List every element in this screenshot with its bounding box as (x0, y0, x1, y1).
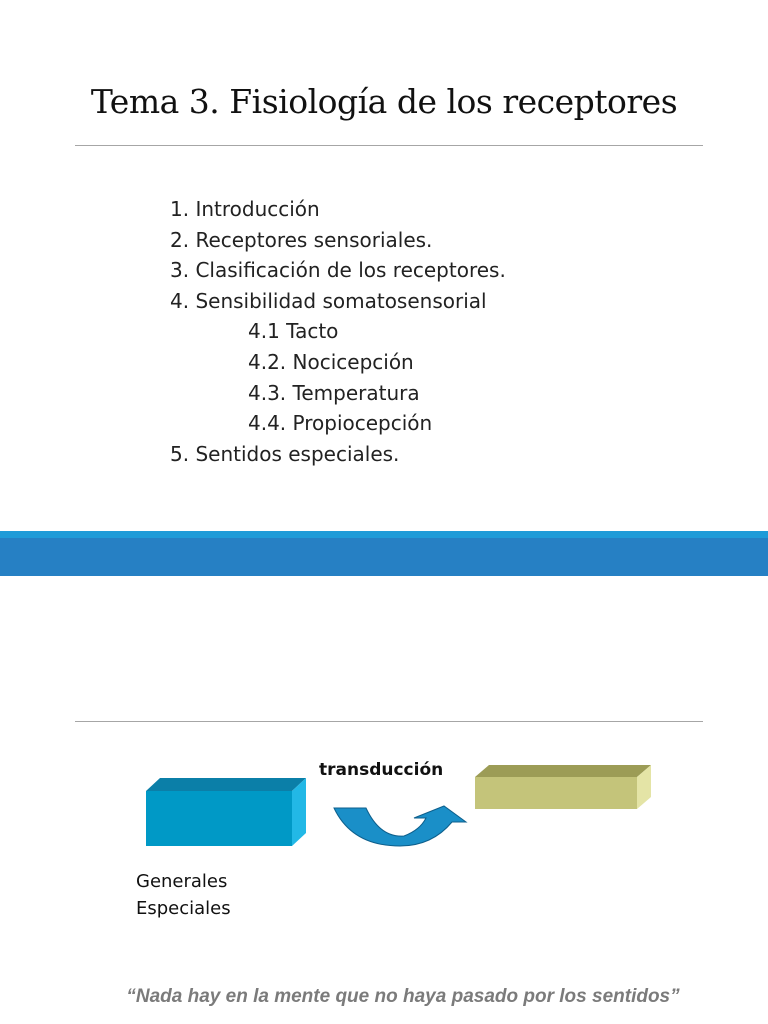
signal-box (475, 765, 651, 809)
transduction-label: transducción (319, 760, 444, 780)
receptor-types-list (136, 868, 231, 922)
outline-item: 4. Sensibilidad somatosensorial (170, 288, 487, 313)
quote: “Nada hay en la mente que no haya pasado por los sentidos” (126, 986, 680, 1007)
outline-subitem: 4.2. Nocicepción (248, 349, 414, 374)
receptor-type: Generales (136, 871, 228, 892)
outline-subitem: 4.4. Propiocepción (248, 411, 433, 436)
outline-item: 2. Receptores sensoriales. (170, 227, 433, 252)
outline-subitem: 4.1 Tacto (248, 319, 339, 344)
outline-item: 3. Clasificación de los receptores. (170, 258, 506, 283)
transduction-arrow-icon (334, 806, 466, 846)
outline-item: 5. Sentidos especiales. (170, 441, 400, 466)
slide-title: Tema 3. Fisiología de los receptores (90, 82, 678, 121)
receptor-type: Especiales (136, 898, 231, 919)
outline-item: 1. Introducción (170, 197, 320, 221)
receptor-box (146, 778, 306, 846)
outline-subitem: 4.3. Temperatura (248, 380, 420, 405)
